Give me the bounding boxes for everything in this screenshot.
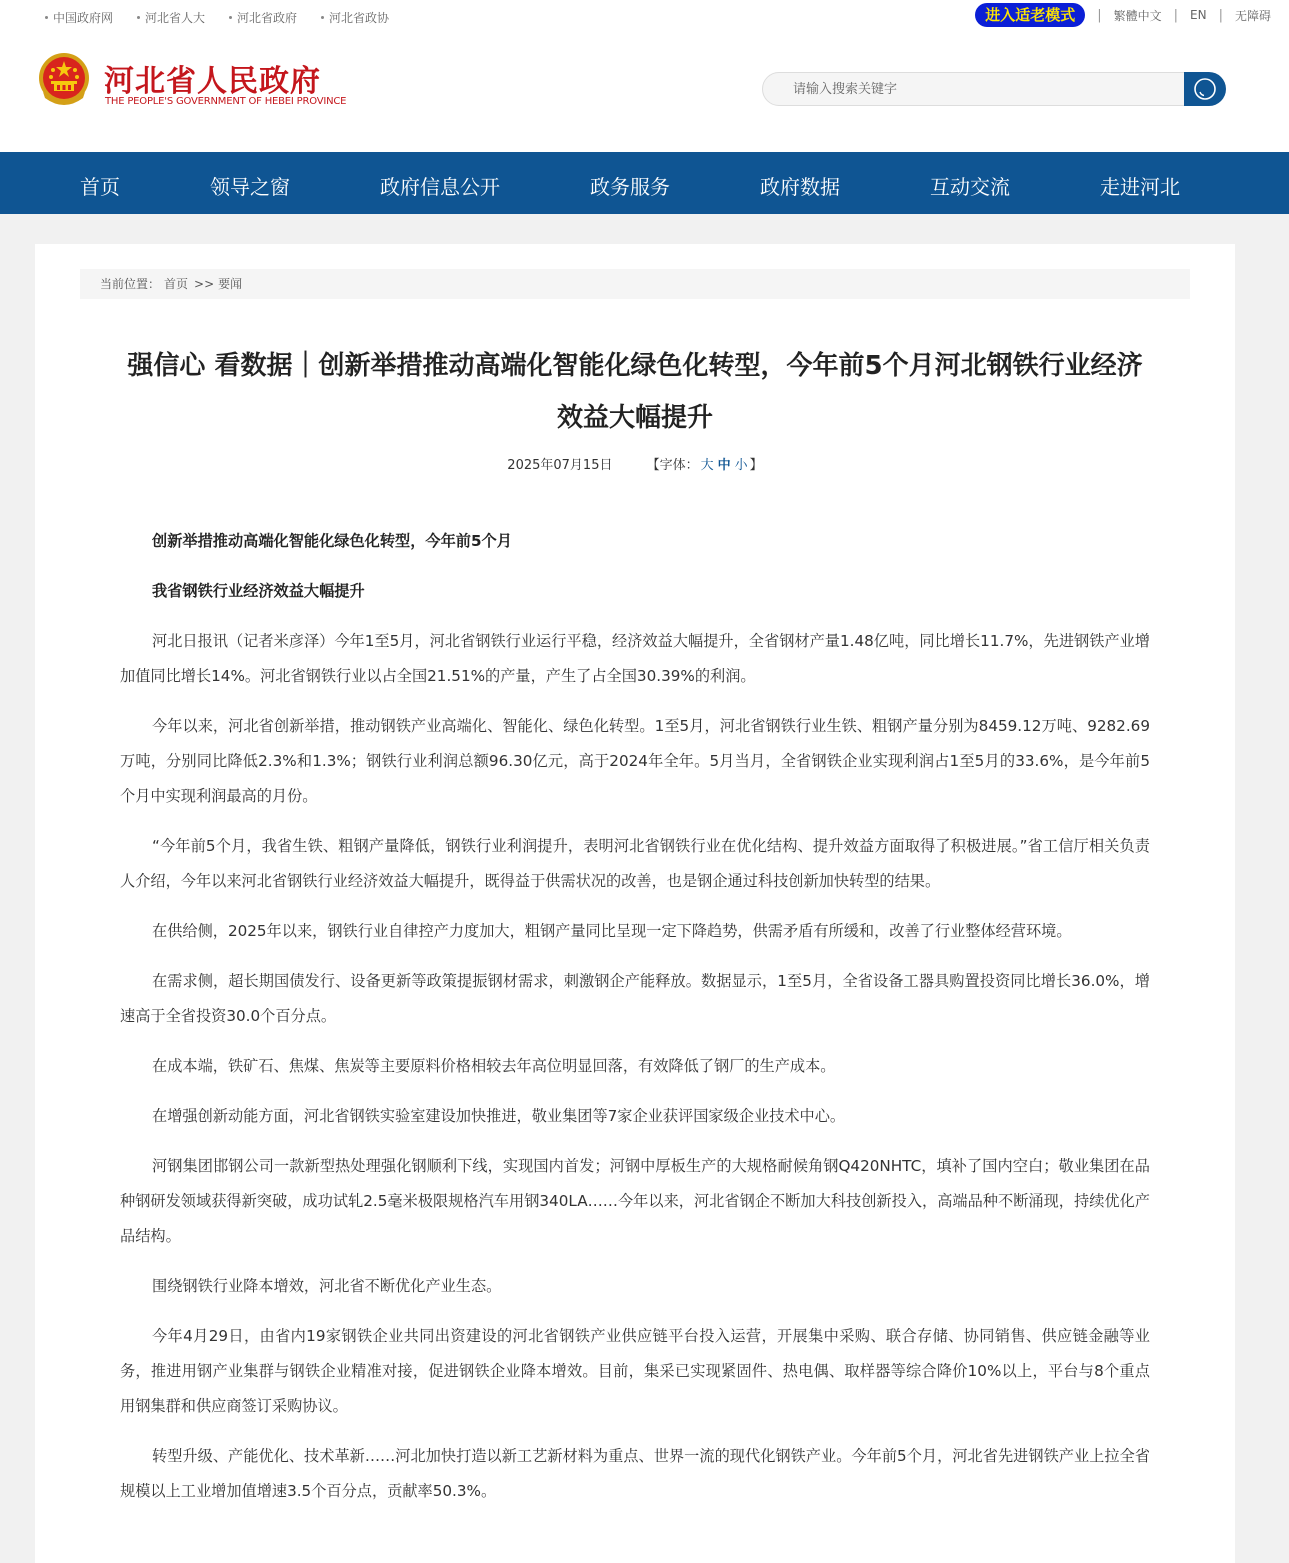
nav-item-leaders[interactable]: 领导之窗: [210, 175, 290, 199]
breadcrumb-separator: >>: [194, 277, 215, 291]
breadcrumb-label: 当前位置：: [100, 277, 161, 291]
top-link-hebei-npc[interactable]: 河北省人大: [137, 9, 205, 26]
traditional-chinese-link[interactable]: 繁體中文: [1113, 8, 1162, 23]
bullet-icon: [45, 16, 48, 19]
article-paragraph: 在供给侧，2025年以来，钢铁行业自律控产力度加大，粗钢产量同比呈现一定下降趋势，供需矛盾有所缓和，改善了行业整体经营环境。: [152, 922, 1072, 940]
nav-item-gov-data[interactable]: 政府数据: [760, 175, 840, 199]
font-size-small-button[interactable]: 小: [734, 458, 748, 473]
search-box: [762, 72, 1186, 106]
nav-item-gov-info[interactable]: 政府信息公开: [380, 175, 500, 199]
divider: |: [1218, 7, 1223, 23]
search-icon: [1192, 76, 1218, 102]
search-button[interactable]: [1184, 72, 1226, 106]
top-link-hebei-gov[interactable]: 河北省政府: [229, 9, 297, 26]
accessibility-link[interactable]: 无障碍: [1234, 8, 1271, 23]
article-paragraph: 今年4月29日，由省内19家钢铁企业共同出资建设的河北省钢铁产业供应链平台投入运营，开展集中采购、联合存储、协同销售、供应链金融等业务，推进用钢产业集群与钢铁企业精准对接，促进钢铁企业降本增效。目前，集采已实现紧固件、热电偶、取样器等综合降价10%以上，平台与8个重点用钢集群和供应商签订采购协议。: [120, 1327, 1150, 1415]
national-emblem-icon[interactable]: [37, 52, 91, 108]
article-paragraph: “今年前5个月，我省生铁、粗钢产量降低，钢铁行业利润提升，表明河北省钢铁行业在优化结构、提升效益方面取得了积极进展。”省工信厅相关负责人介绍，今年以来河北省钢铁行业经济效益大幅提升，既得益于供需状况的改善，也是钢企通过科技创新加快转型的结果。: [120, 837, 1150, 890]
article-subtitle: 我省钢铁行业经济效益大幅提升: [152, 582, 365, 600]
font-size-label-open: 【字体：: [646, 458, 699, 473]
top-links: [45, 9, 413, 26]
nav-item-interaction[interactable]: 互动交流: [930, 175, 1010, 199]
nav-item-services[interactable]: 政务服务: [590, 175, 670, 199]
article-paragraph: 今年以来，河北省创新举措，推动钢铁产业高端化、智能化、绿色化转型。1至5月，河北省钢铁行业生铁、粗钢产量分别为8459.12万吨、9282.69万吨，分别同比降低2.3%和1.3%；钢铁行业利润总额96.30亿元，高于2024年全年。5月当月，全省钢铁企业实现利润占1至5月的33.6%，是今年前5个月中实现利润最高的月份。: [120, 717, 1150, 805]
top-right-tools: [975, 3, 1271, 27]
article-meta: [35, 454, 1235, 473]
article-paragraph: 在需求侧，超长期国债发行、设备更新等政策提振钢材需求，刺激钢企产能释放。数据显示，1至5月，全省设备工器具购置投资同比增长36.0%，增速高于全省投资30.0个百分点。: [120, 972, 1150, 1025]
search-input[interactable]: [763, 73, 1185, 105]
article-paragraph: 在增强创新动能方面，河北省钢铁实验室建设加快推进，敬业集团等7家企业获评国家级企业技术中心。: [152, 1107, 846, 1125]
top-link-hebei-cppcc[interactable]: 河北省政协: [321, 9, 389, 26]
article-card: [35, 244, 1235, 1563]
breadcrumb-home-link[interactable]: 首页: [164, 277, 189, 291]
font-size-label-close: 】: [749, 458, 763, 473]
top-bar: [0, 0, 1289, 32]
elder-mode-button[interactable]: 进入适老模式: [975, 3, 1085, 27]
article-paragraph: 河北日报讯（记者米彦泽）今年1至5月，河北省钢铁行业运行平稳，经济效益大幅提升，全省钢材产量1.48亿吨，同比增长11.7%，先进钢铁产业增加值同比增长14%。河北省钢铁行业以占全国21.51%的产量，产生了占全国30.39%的利润。: [120, 632, 1150, 685]
site-header: [0, 32, 1289, 152]
article-title: 强信心 看数据｜创新举措推动高端化智能化绿色化转型，今年前5个月河北钢铁行业经济效益大幅提升: [127, 351, 1143, 433]
breadcrumb-current-link[interactable]: 要闻: [218, 277, 243, 291]
nav-item-home[interactable]: 首页: [80, 175, 120, 199]
bullet-icon: [229, 16, 232, 19]
article-paragraph: 河钢集团邯钢公司一款新型热处理强化钢顺利下线，实现国内首发；河钢中厚板生产的大规格耐候角钢Q420NHTC，填补了国内空白；敬业集团在品种钢研发领域获得新突破，成功试轧2.5毫米极限规格汽车用钢340LA……今年以来，河北省钢企不断加大科技创新投入，高端品种不断涌现，持续优化产品结构。: [120, 1157, 1150, 1245]
article-paragraph: 围绕钢铁行业降本增效，河北省不断优化产业生态。: [152, 1277, 502, 1295]
article-paragraph: 转型升级、产能优化、技术革新……河北加快打造以新工艺新材料为重点、世界一流的现代化钢铁产业。今年前5个月，河北省先进钢铁产业上拉全省规模以上工业增加值增速3.5个百分点，贡献率50.3%。: [120, 1447, 1150, 1500]
bullet-icon: [321, 16, 324, 19]
article-subtitle: 创新举措推动高端化智能化绿色化转型，今年前5个月: [152, 532, 512, 550]
main-nav: [0, 152, 1289, 214]
font-size-large-button[interactable]: 大: [700, 458, 714, 473]
divider: |: [1173, 7, 1179, 23]
bullet-icon: [137, 16, 140, 19]
divider: |: [1097, 7, 1102, 23]
site-name-english: THE PEOPLE'S GOVERNMENT OF HEBEI PROVINCE: [105, 96, 347, 107]
english-link[interactable]: EN: [1190, 8, 1207, 22]
nav-item-about-hebei[interactable]: 走进河北: [1100, 175, 1180, 199]
breadcrumb: [80, 269, 1190, 299]
article-body: [120, 524, 1150, 1524]
article-paragraph: 在成本端，铁矿石、焦煤、焦炭等主要原料价格相较去年高位明显回落，有效降低了钢厂的生产成本。: [152, 1057, 836, 1075]
publish-date: 2025年07月15日: [507, 458, 613, 473]
font-size-medium-button[interactable]: 中: [717, 458, 731, 473]
top-link-gov-cn[interactable]: 中国政府网: [45, 9, 113, 26]
site-name[interactable]: 河北省人民政府: [104, 64, 321, 99]
